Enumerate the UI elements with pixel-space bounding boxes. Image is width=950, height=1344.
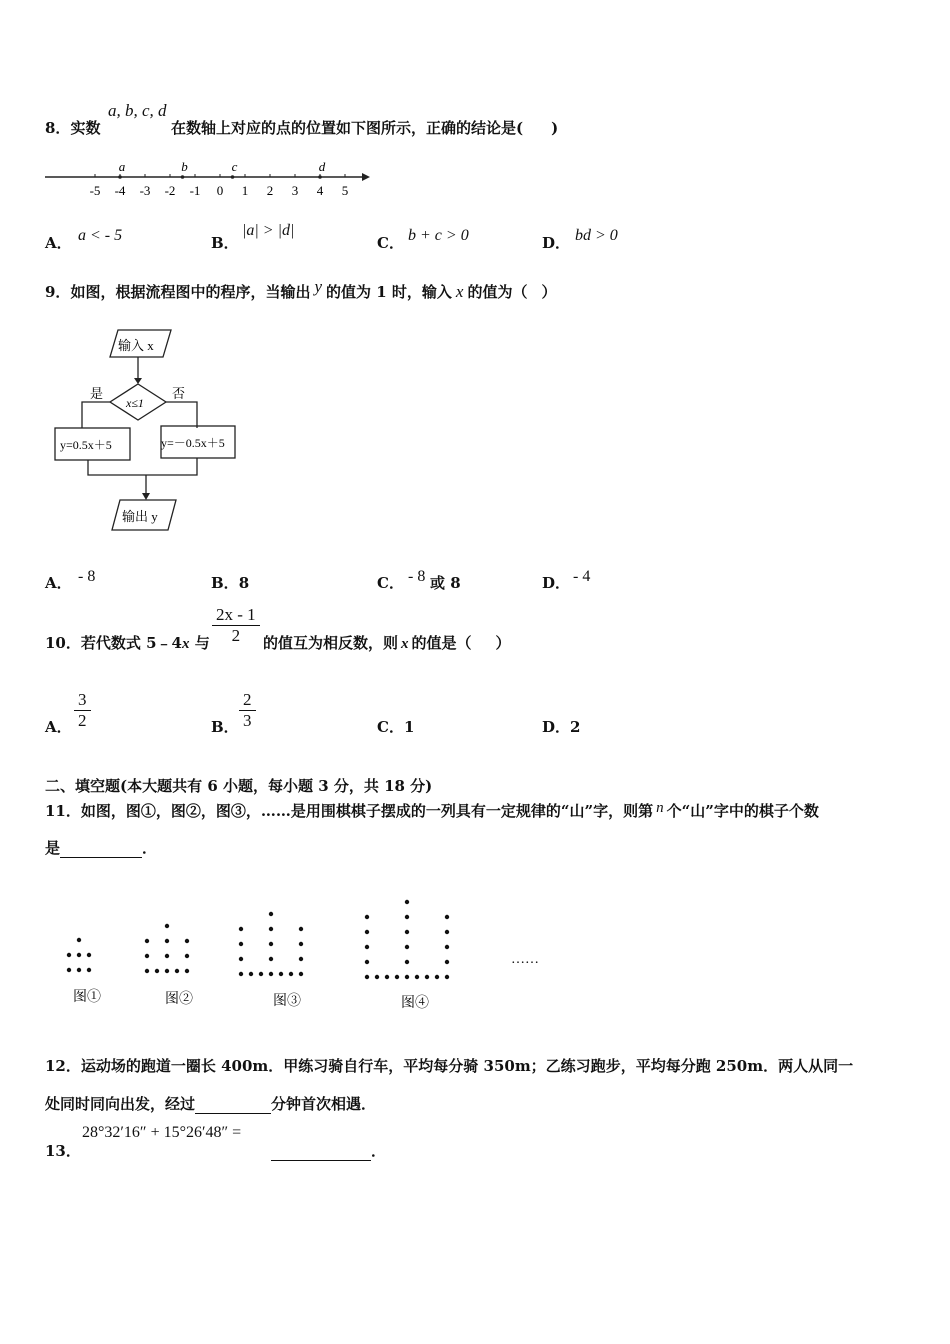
q9-option-c-letter: C．: [377, 574, 404, 592]
chess-piece-dot: [365, 930, 369, 934]
number-line-group: [45, 159, 370, 198]
flow-no-label: 否: [172, 386, 186, 401]
q9-option-a[interactable]: [45, 572, 72, 593]
number-line-tick-label: 5: [341, 183, 349, 198]
q9-option-a-text: - 8: [78, 568, 96, 585]
q11-line2-text: 是: [45, 839, 61, 857]
chess-piece-dot: [435, 975, 439, 979]
q8-option-c[interactable]: [377, 232, 404, 253]
fig-ellipsis: ……: [511, 952, 539, 967]
q10-option-a[interactable]: [45, 716, 72, 737]
chess-piece-dot: [375, 975, 379, 979]
q8-option-b-letter: B．: [211, 234, 239, 252]
chess-piece-dot: [87, 953, 91, 957]
q10-option-b-den: 3: [243, 711, 252, 730]
number-line-point-c: [231, 175, 235, 179]
number-line-tick-label: 4: [316, 183, 324, 198]
chess-piece-dot: [77, 968, 81, 972]
chess-piece-dot: [185, 939, 189, 943]
q10-option-c-text: 1: [403, 718, 415, 736]
q11-number: 11．: [45, 802, 81, 820]
number-line-tick-label: -3: [139, 183, 151, 198]
flow-arrowhead-1: [134, 378, 142, 384]
number-line-tick-label: 1: [241, 183, 249, 198]
chess-piece-dot: [365, 960, 369, 964]
q9-close: ）: [541, 283, 557, 301]
fig-label-4: 图④: [401, 996, 429, 1011]
chess-piece-dot: [405, 915, 409, 919]
q11-answer-blank[interactable]: [60, 857, 142, 858]
q10-option-d-text: 2: [570, 718, 581, 736]
chess-piece-dot: [289, 972, 293, 976]
q10-option-a-den: 2: [78, 711, 87, 730]
number-line-point-label-d: d: [318, 159, 326, 174]
q10-pre: 若代数式 5﹣4: [80, 634, 182, 652]
chess-piece-dot: [269, 927, 273, 931]
chess-piece-dot: [67, 968, 71, 972]
q13-answer-blank[interactable]: [271, 1160, 371, 1161]
q11-stem: [45, 800, 819, 821]
flow-arrowhead-2: [142, 493, 150, 500]
shan-figures: [55, 885, 575, 1015]
chess-piece-dot: [445, 930, 449, 934]
fig-label-2: 图②: [165, 992, 193, 1007]
q10-fraction: [212, 605, 260, 646]
flow-condition-text: x≤1: [126, 396, 144, 410]
q10-post2: 的值是（: [411, 634, 472, 652]
chess-piece-dot: [365, 915, 369, 919]
q10-option-c[interactable]: [377, 716, 414, 737]
chess-piece-dot: [385, 975, 389, 979]
q10-var-x2: x: [401, 636, 409, 652]
q13-expression: 28°32′16″ + 15°26′48″ =: [82, 1124, 242, 1141]
q10-option-b-num: 2: [239, 690, 256, 711]
chess-piece-dot: [269, 942, 273, 946]
q9-var-x: x: [455, 282, 464, 301]
chess-piece-dot: [259, 972, 263, 976]
q8-stem: [45, 117, 100, 138]
q8-post: 在数轴上对应的点的位置如下图所示，正确的结论是(: [171, 119, 524, 137]
chess-piece-dot: [77, 953, 81, 957]
chess-piece-dot: [279, 972, 283, 976]
q10-frac-num: 2x - 1: [212, 605, 260, 626]
number-line-tick-label: -2: [164, 183, 176, 198]
number-line-point-a: [118, 175, 122, 179]
q9-option-a-letter: A．: [45, 574, 72, 592]
q10-option-b-frac: [239, 690, 256, 731]
q10-option-d[interactable]: [542, 716, 580, 737]
chess-piece-dot: [415, 975, 419, 979]
q8-close: ): [551, 119, 559, 137]
q13-end: ．: [371, 1142, 387, 1160]
flow-left-formula: y=0.5x＋5: [60, 438, 112, 452]
chess-piece-dot: [155, 969, 159, 973]
chess-piece-dot: [299, 942, 303, 946]
q10-option-a-frac: [74, 690, 91, 731]
q10-option-b-letter: B．: [211, 718, 239, 736]
q12-line2-pre: 处同时同向出发，经过: [45, 1095, 196, 1113]
q12-answer-blank[interactable]: [195, 1113, 271, 1114]
q9-stem: [45, 277, 557, 302]
chess-piece-dot: [269, 957, 273, 961]
q10-close: ）: [495, 634, 511, 652]
chess-piece-dot: [269, 972, 273, 976]
chess-piece-dot: [239, 972, 243, 976]
q10-number: 10．: [45, 634, 81, 652]
q10-option-a-letter: A．: [45, 718, 72, 736]
q9-option-c[interactable]: [377, 572, 404, 593]
q12-number: 12．: [45, 1057, 81, 1075]
q9-option-b[interactable]: [211, 572, 249, 593]
chess-piece-dot: [239, 927, 243, 931]
q8-option-c-text: b + c > 0: [408, 227, 469, 244]
q8-option-d-text: bd > 0: [575, 227, 618, 244]
number-line-point-label-c: c: [231, 159, 238, 174]
number-line-arrow: [362, 173, 370, 181]
q9-mid: 的值为 1 时，输入: [326, 283, 452, 301]
q10-var-x: x: [181, 636, 190, 652]
q12-line1-text: 运动场的跑道一圈长 400m．甲练习骑自行车，平均每分骑 350m；乙练习跑步，平均每分跑 250m．两人从同一: [80, 1057, 854, 1075]
q11-var-n: n: [656, 800, 664, 816]
chess-piece-dot: [299, 957, 303, 961]
chess-piece-dot: [405, 960, 409, 964]
q9-option-d[interactable]: [542, 572, 570, 593]
chess-piece-dot: [299, 927, 303, 931]
q11-post: 个“山”字中的棋子个数: [666, 802, 819, 820]
q8-option-b[interactable]: [211, 232, 239, 253]
q13-number: 13．: [45, 1142, 81, 1160]
q8-option-b-text: |a| > |d|: [242, 222, 295, 239]
q8-pre: 实数: [70, 119, 101, 137]
chess-piece-dot: [239, 957, 243, 961]
flow-yes-label: 是: [90, 386, 104, 401]
q8-number: 8．: [45, 119, 71, 137]
chess-piece-dot: [145, 969, 149, 973]
chess-piece-dot: [145, 939, 149, 943]
chess-piece-dot: [365, 975, 369, 979]
q9-number: 9．: [45, 283, 71, 301]
chess-piece-dot: [185, 969, 189, 973]
q11-end: ．: [142, 839, 158, 857]
q10-option-a-num: 3: [74, 690, 91, 711]
q9-pre: 如图，根据流程图中的程序，当输出: [70, 283, 311, 301]
q10-frac-den: 2: [231, 626, 241, 645]
number-line-tick-label: -5: [89, 183, 101, 198]
flow-no-branch: [166, 402, 197, 428]
chess-piece-dot: [365, 945, 369, 949]
chess-piece-dot: [445, 975, 449, 979]
chess-piece-dot: [185, 954, 189, 958]
q12-line2-post: 分钟首次相遇．: [271, 1095, 377, 1113]
q9-var-y: y: [314, 277, 322, 296]
number-line-point-d: [318, 175, 322, 179]
q9-post: 的值为（: [467, 283, 528, 301]
flowchart: [48, 322, 248, 542]
chess-piece-dot: [175, 969, 179, 973]
chess-piece-dot: [165, 939, 169, 943]
chess-piece-dot: [77, 938, 81, 942]
number-line-tick-label: -1: [189, 183, 201, 198]
number-line-point-label-b: b: [181, 159, 188, 174]
q9-option-c-text: - 8: [408, 568, 426, 585]
flow-input-text: 输入 x: [118, 338, 154, 353]
q9-option-d-letter: D．: [542, 574, 571, 592]
number-line-tick-label: 3: [291, 183, 299, 198]
q13-answer: [271, 1140, 386, 1161]
q8-option-d-letter: D．: [542, 234, 571, 252]
chess-piece-dot: [405, 930, 409, 934]
q10-option-d-letter: D．: [542, 718, 571, 736]
q8-vars: a, b, c, d: [108, 101, 167, 120]
chess-piece-dot: [445, 915, 449, 919]
number-line-tick-label: 2: [266, 183, 274, 198]
chess-piece-dot: [145, 954, 149, 958]
section-title: 二、填空题(本大题共有 6 小题，每小题 3 分，共 18 分): [45, 777, 433, 795]
chess-piece-dot: [165, 954, 169, 958]
q11-line2: [45, 837, 157, 858]
q10-option-c-letter: C．: [377, 718, 404, 736]
q10-post: 的值互为相反数，则: [263, 634, 399, 652]
chess-piece-dot: [165, 969, 169, 973]
number-line-point-label-a: a: [118, 159, 126, 174]
chess-piece-dot: [239, 942, 243, 946]
chess-piece-dot: [405, 900, 409, 904]
chess-piece-dot: [395, 975, 399, 979]
q12-line2: [45, 1093, 376, 1114]
q10-with: 与: [189, 634, 210, 652]
chess-piece-dot: [405, 975, 409, 979]
chess-piece-dot: [425, 975, 429, 979]
q10-option-b[interactable]: [211, 716, 239, 737]
fig-label-1: 图①: [73, 990, 101, 1005]
chess-piece-dot: [269, 912, 273, 916]
number-line: [40, 150, 380, 205]
chess-piece-dot: [165, 924, 169, 928]
chess-piece-dot: [87, 968, 91, 972]
q10-stem-b: [263, 632, 511, 653]
q9-option-b-text: 8: [238, 574, 250, 592]
q8-option-a-letter: A．: [45, 234, 72, 252]
number-line-tick-label: -4: [114, 183, 126, 198]
q8-option-a[interactable]: [45, 232, 72, 253]
chess-piece-dot: [249, 972, 253, 976]
q8-option-a-text: a < - 5: [78, 227, 123, 244]
fig-label-3: 图③: [273, 994, 301, 1009]
flow-right-formula: y=－0.5x＋5: [161, 436, 225, 450]
q9-option-d-text: - 4: [573, 568, 591, 585]
q10-stem-a: [45, 632, 210, 653]
chess-piece-dot: [445, 945, 449, 949]
number-line-point-b: [181, 175, 185, 179]
q9-option-b-letter: B．: [211, 574, 239, 592]
flow-output-text: 输出 y: [122, 509, 158, 524]
q8-option-c-letter: C．: [377, 234, 404, 252]
chess-piece-dot: [405, 945, 409, 949]
shan-dots-group: [67, 900, 449, 979]
q8-stem-post: [171, 117, 558, 138]
q12-line1: [45, 1055, 853, 1076]
chess-piece-dot: [67, 953, 71, 957]
q8-option-d[interactable]: [542, 232, 570, 253]
chess-piece-dot: [445, 960, 449, 964]
q9-option-c-suffix: 或 8: [430, 574, 461, 592]
q11-pre: 如图，图①，图②，图③，……是用围棋棋子摆成的一列具有一定规律的“山”字，则第: [80, 802, 654, 820]
chess-piece-dot: [299, 972, 303, 976]
number-line-tick-label: 0: [216, 183, 224, 198]
flow-yes-branch: [82, 402, 110, 428]
